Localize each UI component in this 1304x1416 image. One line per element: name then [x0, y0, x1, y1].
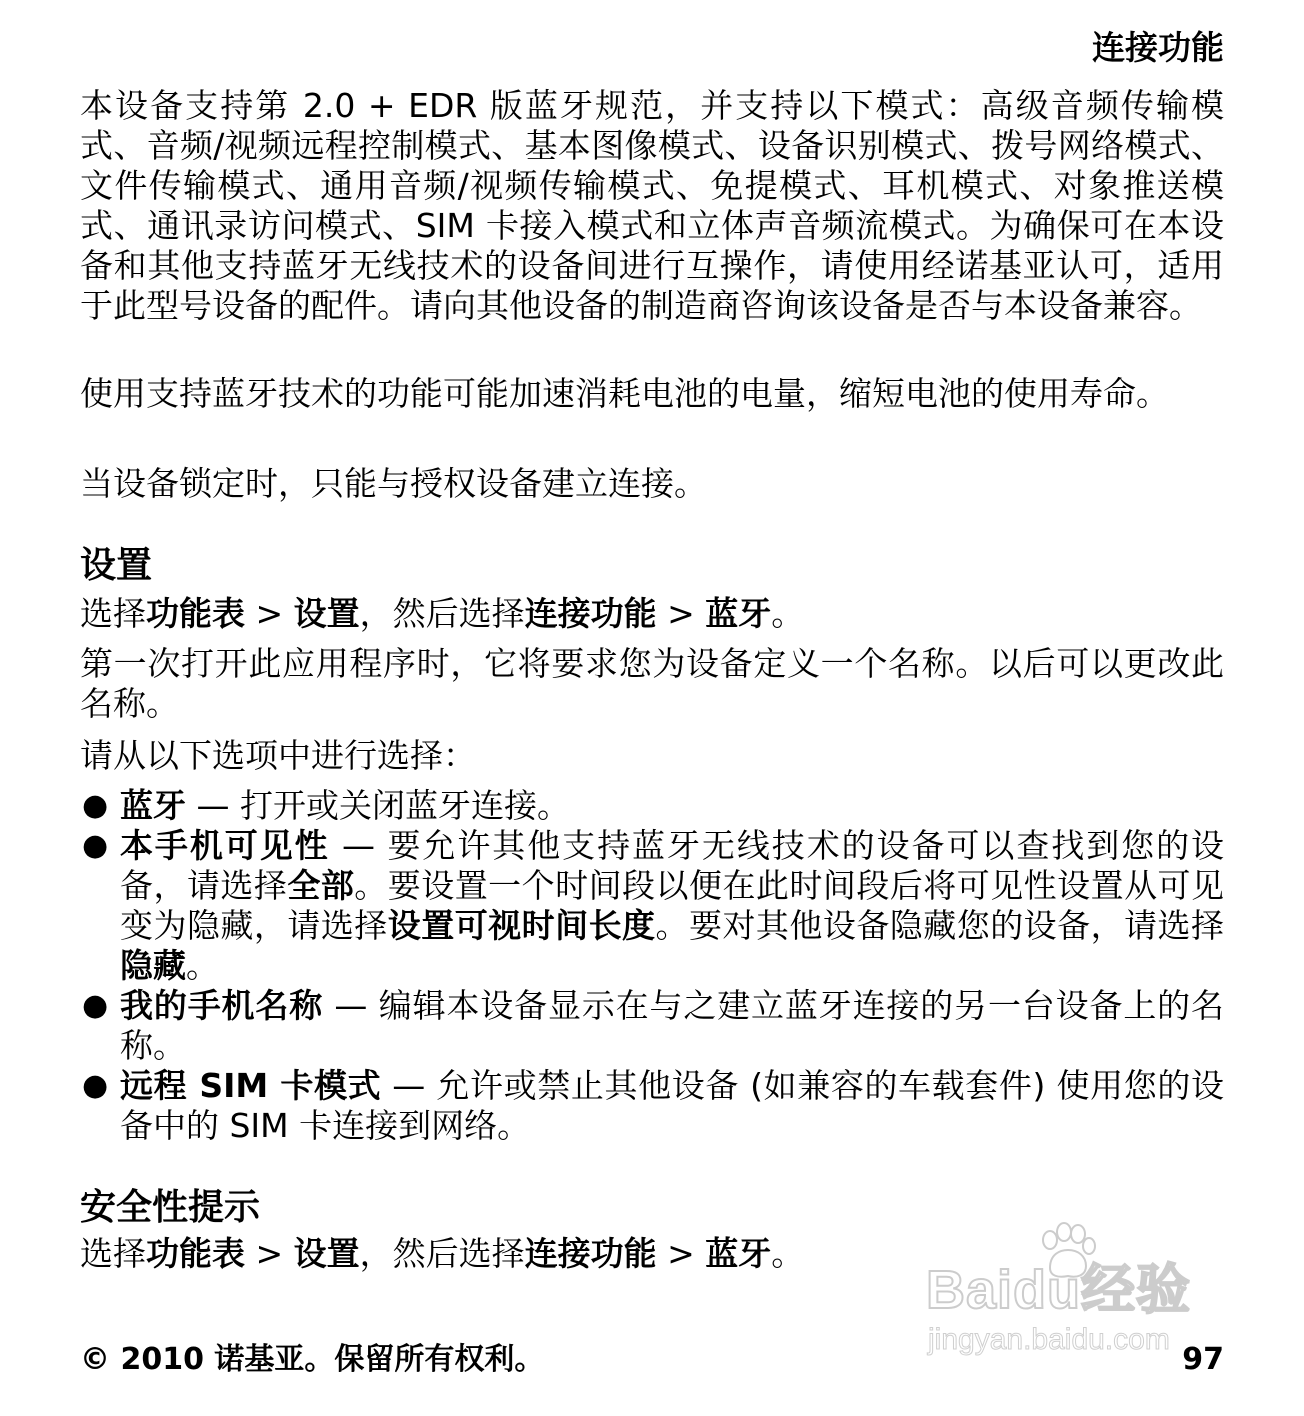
option-desc: 允许或禁止其他设备 (如兼容的车载套件) 使用您的设备中的 SIM 卡连接到网络。: [120, 1066, 1224, 1145]
option-name: 我的手机名称: [120, 986, 324, 1025]
path-item-connectivity: 连接功能: [524, 1234, 657, 1273]
path-middle: ，然后选择: [359, 594, 525, 633]
path-separator: >: [656, 1234, 706, 1273]
path-item-bluetooth: 蓝牙: [705, 594, 772, 633]
page-number: 97: [1182, 1342, 1224, 1377]
option-desc: 。要设置一个时间段以便在此时间段后将可见性设置从可见变为隐藏，请选择: [120, 866, 1224, 945]
copyright-notice: © 2010 诺基亚。保留所有权利。: [80, 1342, 545, 1377]
bullet-icon: ●: [82, 988, 109, 1023]
option-name: 蓝牙: [120, 786, 186, 825]
option-dash: —: [323, 986, 379, 1025]
path-item-settings: 设置: [293, 594, 360, 633]
list-item-bluetooth: [80, 786, 1224, 826]
path-prefix: 选择: [80, 1234, 146, 1273]
option-dash: —: [381, 1066, 437, 1105]
option-desc: 。要对其他设备隐藏您的设备，请选择: [655, 906, 1224, 945]
path-middle: ，然后选择: [359, 1234, 525, 1273]
options-list: [80, 786, 1224, 1146]
first-time-paragraph: 第一次打开此应用程序时，它将要求您为设备定义一个名称。以后可以更改此名称。: [80, 644, 1224, 723]
option-desc: 要允许其他支持蓝牙无线技术的设备可以查找到您的设备，请选择: [120, 826, 1225, 905]
intro-paragraph-lock: 当设备锁定时，只能与授权设备建立连接。: [80, 464, 707, 503]
path-suffix: 。: [771, 1234, 805, 1273]
path-item-menu: 功能表: [146, 1234, 245, 1273]
path-prefix: 选择: [80, 594, 146, 633]
watermark-domain: jingyan.baidu.com: [928, 1323, 1170, 1356]
bullet-icon: ●: [82, 828, 109, 863]
bullet-icon: ●: [82, 788, 109, 823]
option-value-hidden: 隐藏: [120, 946, 186, 985]
path-item-settings: 设置: [293, 1234, 360, 1273]
option-desc: 打开或关闭蓝牙连接。: [239, 786, 570, 825]
settings-menu-path: [80, 594, 1224, 634]
path-item-bluetooth: 蓝牙: [705, 1234, 772, 1273]
option-value-visibility-period: 设置可视时间长度: [387, 906, 656, 945]
path-suffix: 。: [771, 594, 805, 633]
option-desc: 。: [186, 946, 219, 985]
path-separator: >: [656, 594, 706, 633]
security-heading: 安全性提示: [80, 1187, 261, 1228]
path-item-connectivity: 连接功能: [524, 594, 657, 633]
watermark-brand: Baidu经验: [926, 1260, 1192, 1320]
option-desc: 编辑本设备显示在与之建立蓝牙连接的另一台设备上的名称。: [120, 986, 1225, 1065]
settings-heading: 设置: [80, 545, 153, 586]
option-dash: —: [186, 786, 240, 825]
choose-options-paragraph: 请从以下选项中进行选择：: [80, 736, 476, 775]
intro-paragraph-battery: 使用支持蓝牙技术的功能可能加速消耗电池的电量，缩短电池的使用寿命。: [80, 374, 1169, 413]
list-item-remote-sim: [80, 1066, 1224, 1146]
intro-paragraph-profiles: 本设备支持第 2.0 + EDR 版蓝牙规范，并支持以下模式：高级音频传输模式、音频/视频远程控制模式、基本图像模式、设备识别模式、拨号网络模式、文件传输模式、通用音频/视频传输模式、免提模式、耳机模式、对象推送模式、通讯录访问模式、SIM 卡接入模式和立体声音频流模式。为确保可在本设备和其他支持蓝牙无线技术的设备间进行互操作，请使用经诺基亚认可，适用于此型号设备的配件。请向其他设备的制造商咨询该设备是否与本设备兼容。: [80, 86, 1224, 325]
bullet-icon: ●: [82, 1068, 109, 1103]
list-item-phone-name: [80, 986, 1224, 1066]
option-name: 远程 SIM 卡模式: [120, 1066, 382, 1105]
page-footer: [80, 1338, 1224, 1382]
path-item-menu: 功能表: [146, 594, 245, 633]
path-separator: >: [245, 594, 294, 633]
path-separator: >: [245, 1234, 294, 1273]
option-name: 本手机可见性: [120, 826, 330, 865]
option-value-all: 全部: [287, 866, 355, 905]
running-header-title: 连接功能: [1092, 28, 1224, 67]
list-item-visibility: [80, 826, 1224, 986]
option-dash: —: [329, 826, 388, 865]
